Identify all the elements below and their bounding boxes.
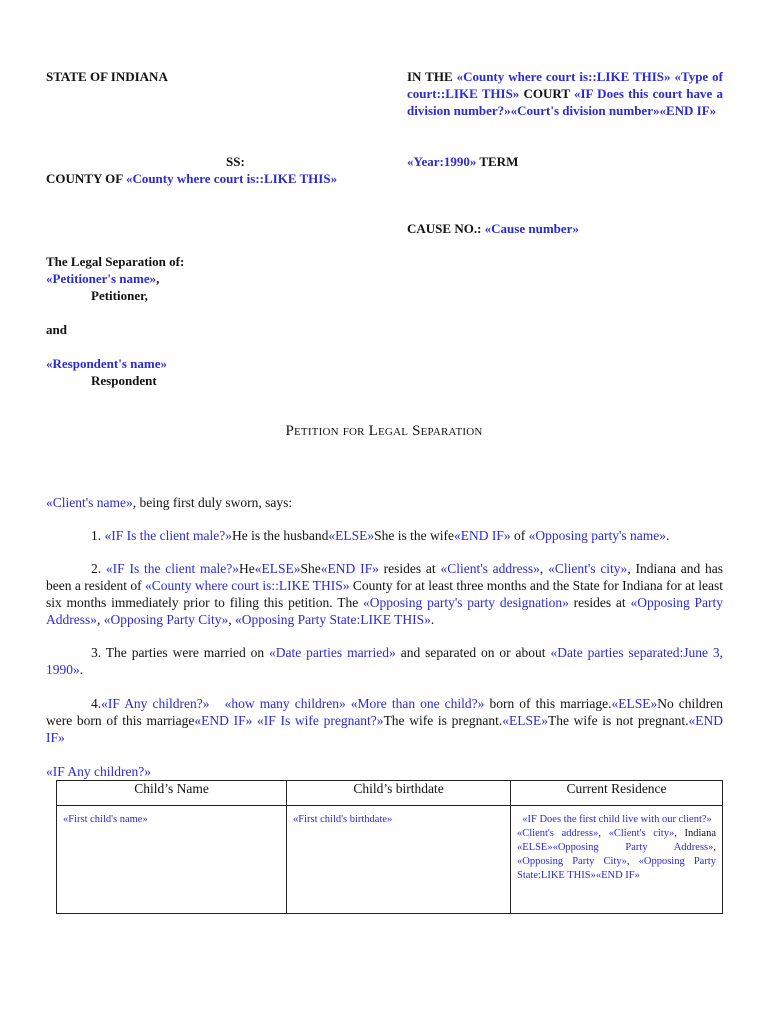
else-field[interactable]: «ELSE» — [328, 528, 375, 543]
opposing-address-field[interactable]: «Opposing Party Address» — [552, 842, 714, 853]
if-male-field[interactable]: «IF Is the client male?» — [105, 561, 240, 576]
respondent-name-field[interactable]: «Respondent's name» — [46, 356, 167, 371]
court-type-field[interactable]: «Type of court::LIKE THIS» — [407, 69, 723, 101]
end-if-field[interactable]: «END IF» — [595, 870, 640, 881]
term-label: TERM — [476, 154, 519, 169]
county-field[interactable]: «County where court is::LIKE THIS» — [456, 69, 671, 84]
more-than-one-field[interactable]: «More than one child?» — [350, 696, 485, 711]
in-the-label: IN THE — [407, 69, 457, 84]
else-field[interactable]: «ELSE» — [502, 713, 548, 728]
county-of-line — [46, 170, 337, 187]
division-number-field[interactable]: «Court's division number» — [510, 103, 660, 118]
children-table — [56, 780, 723, 914]
opposing-city-field[interactable]: «Opposing Party City» — [517, 856, 627, 867]
how-many-children-field[interactable]: «how many children» — [224, 696, 346, 711]
if-children-field[interactable]: «IF Any children?» — [101, 696, 210, 711]
column-header-birthdate: Child’s birthdate — [287, 781, 511, 806]
if-any-children-line — [46, 763, 151, 780]
intro-line — [46, 494, 726, 511]
table-row — [57, 806, 723, 914]
date-separated-field[interactable]: «Date parties separated:June 3, 1990» — [46, 645, 723, 677]
first-child-name-field[interactable]: «First child's name» — [63, 814, 148, 825]
county-field[interactable]: «County where court is::LIKE THIS» — [145, 578, 350, 593]
document-title: Petition for Legal Separation — [285, 423, 483, 439]
if-lives-with-client-field[interactable]: «IF Does the first child live with our client?» — [522, 814, 712, 825]
if-division-field[interactable]: «IF Does this court have a division number?» — [407, 86, 723, 118]
comma: , — [156, 271, 160, 286]
table-header-row — [57, 781, 723, 806]
year-field[interactable]: «Year:1990» — [407, 154, 477, 169]
cause-line — [407, 220, 579, 237]
else-field[interactable]: «ELSE» — [611, 696, 658, 711]
intro-text: , being first duly sworn, says: — [132, 495, 293, 510]
client-address-field[interactable]: «Client's address» — [440, 561, 540, 576]
column-header-name: Child’s Name — [57, 781, 287, 806]
end-if-field[interactable]: «END IF» — [453, 528, 511, 543]
opposing-address-field[interactable]: «Opposing Party Address» — [46, 595, 723, 627]
first-child-birthdate-field[interactable]: «First child's birthdate» — [293, 814, 393, 825]
cause-number-field[interactable]: «Cause number» — [484, 221, 579, 236]
county-field-2[interactable]: «County where court is::LIKE THIS» — [125, 171, 338, 186]
petitioner-name-line — [46, 270, 159, 287]
paragraph-2: 2. «IF Is the client male?»He«ELSE»She«END IF» resides at «Client's address», «Client's city», Indiana and has been a resident of «County where court is::LIKE THIS» County for at least three months and the State for Indiana for at least six months immediately prior to filing this petition. The «Opposing party's party designation» resides at «Opposing Party Address», «Opposing Party City», «Opposing Party State:LIKE THIS». — [46, 561, 724, 627]
term-line — [407, 153, 518, 170]
county-of-label: COUNTY OF — [46, 171, 126, 186]
else-field[interactable]: «ELSE» — [254, 561, 301, 576]
client-name-field[interactable]: «Client's name» — [46, 495, 133, 510]
opposing-state-field[interactable]: «Opposing Party State:LIKE THIS» — [517, 856, 717, 881]
client-address-field[interactable]: «Client's address» — [517, 828, 599, 839]
if-any-children-field[interactable]: «IF Any children?» — [46, 764, 151, 779]
date-married-field[interactable]: «Date parties married» — [269, 645, 396, 660]
if-pregnant-field[interactable]: «IF Is wife pregnant?» — [257, 713, 384, 728]
column-header-residence: Current Residence — [511, 781, 723, 806]
child-name-cell — [57, 806, 287, 914]
and-label: and — [46, 322, 67, 337]
opposing-state-field[interactable]: «Opposing Party State:LIKE THIS» — [235, 612, 431, 627]
client-city-field[interactable]: «Client's city» — [608, 828, 675, 839]
ss-label: SS: — [226, 154, 245, 169]
end-if-field[interactable]: «END IF» — [659, 103, 717, 118]
respondent-label: Respondent — [91, 373, 157, 388]
petitioner-label: Petitioner, — [91, 288, 148, 303]
respondent-name-line — [46, 355, 167, 372]
petitioner-name-field[interactable]: «Petitioner's name» — [46, 271, 157, 286]
child-birthdate-cell — [287, 806, 511, 914]
paragraph-4: 4.«IF Any children?» «how many children» «More than one child?» born of this marriage.«ELSE»No children were born of this marriage«END IF» «IF Is wife pregnant?»The wife is pregnant.«ELSE»The wife is not pregnant.«END IF» — [46, 696, 724, 745]
paragraph-1: 1. «IF Is the client male?»He is the husband«ELSE»She is the wife«END IF» of «Opposing party's name». — [91, 528, 670, 543]
else-field[interactable]: «ELSE» — [517, 842, 553, 853]
end-if-field[interactable]: «END IF» — [320, 561, 379, 576]
residence-cell: «IF Does the first child live with our client?» «Client's address», «Client's city», Indiana «ELSE»«Opposing Party Address», «Opposing Party City», «Opposing Party State:LIKE THIS»«END IF» — [511, 806, 723, 914]
court-word: COURT — [519, 86, 574, 101]
state-label: STATE OF INDIANA — [46, 69, 168, 84]
court-block — [407, 68, 723, 119]
opposing-name-field[interactable]: «Opposing party's name» — [528, 528, 666, 543]
end-if-field[interactable]: «END IF» — [194, 713, 253, 728]
opposing-city-field[interactable]: «Opposing Party City» — [103, 612, 229, 627]
legal-separation-of: The Legal Separation of: — [46, 254, 185, 269]
client-city-field[interactable]: «Client's city» — [548, 561, 628, 576]
end-if-field[interactable]: «END IF» — [46, 713, 724, 745]
paragraph-3: 3. The parties were married on «Date parties married» and separated on or about «Date parties separated:June 3, 1990». — [46, 645, 723, 677]
if-male-field[interactable]: «IF Is the client male?» — [104, 528, 232, 543]
party-designation-field[interactable]: «Opposing party's party designation» — [363, 595, 569, 610]
cause-label: CAUSE NO.: — [407, 221, 485, 236]
